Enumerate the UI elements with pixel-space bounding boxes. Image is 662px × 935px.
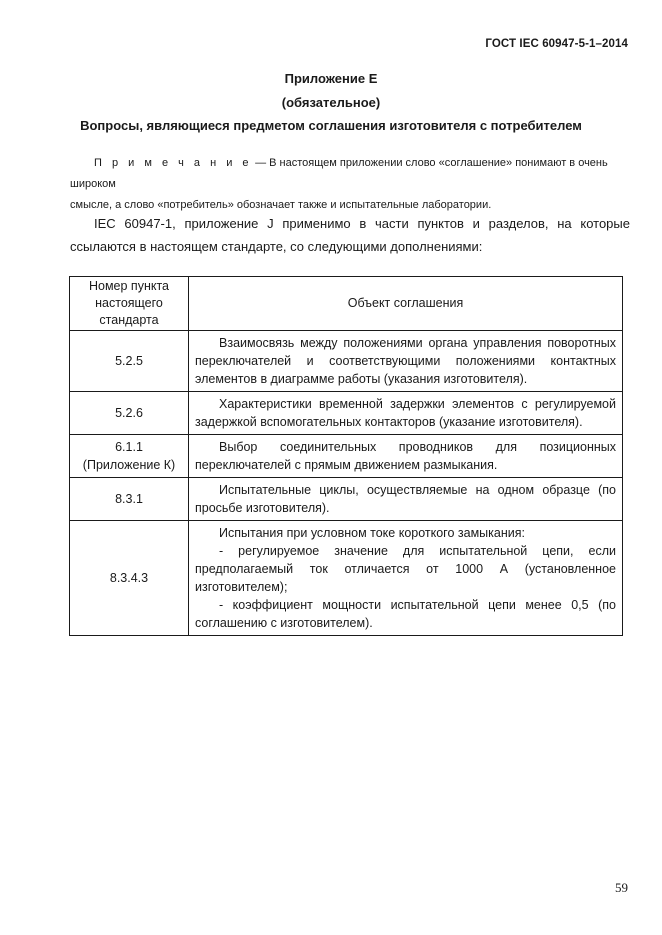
header-subject: Объект соглашения	[189, 277, 623, 331]
item-number-cell	[70, 392, 189, 435]
item-number: 6.1.1	[115, 440, 143, 454]
item-number-cell	[70, 435, 189, 478]
item-number: 5.2.5	[115, 354, 143, 368]
table-row	[70, 521, 623, 636]
item-number: 5.2.6	[115, 406, 143, 420]
header-item-number: Номер пункта настоящего стандарта	[70, 277, 189, 331]
subject-cell	[189, 521, 623, 636]
standard-header: ГОСТ IEC 60947-5-1–2014	[485, 38, 628, 50]
intro-text: IEC 60947-1, приложение J применимо в части пунктов и разделов, на которые ссылаются в настоящем стандарте, со следующими дополнениями:	[70, 216, 630, 254]
note	[70, 153, 630, 216]
subject-text: Испытательные циклы, осуществляемые на одном образце (по просьбе изготовителя).	[195, 483, 616, 515]
page-number: 59	[615, 880, 628, 895]
subject-text: Выбор соединительных проводников для позиционных переключателей с прямым движением размыкания.	[195, 440, 616, 472]
note-line1: — В настоящем приложении слово «соглашение» понимают в очень широком	[70, 157, 608, 190]
subject-text: Характеристики временной задержки элементов с регулируемой задержкой вспомогательных контакторов (указание изготовителя).	[195, 397, 616, 429]
table-row	[70, 392, 623, 435]
item-number: 8.3.4.3	[109, 571, 149, 585]
appendix-title: Приложение Е	[284, 71, 378, 86]
subject-cell	[189, 392, 623, 435]
item-number: 8.3.1	[115, 492, 143, 506]
item-number-cell	[70, 331, 189, 392]
subject-text: Взаимосвязь между положениями органа управления поворотных переключателей и соответствующими положениями контактных элементов в диаграмме работы (указания изготовителя).	[195, 336, 616, 386]
subject-cell	[189, 478, 623, 521]
item-number-cell	[70, 521, 189, 636]
subject-text: Испытания при условном токе короткого замыкания:	[219, 526, 525, 540]
item-number-cell	[70, 478, 189, 521]
table-row	[70, 478, 623, 521]
item-number-note: (Приложение К)	[82, 458, 176, 472]
appendix-status: (обязательное)	[281, 95, 381, 110]
subject-text: - регулируемое значение для испытательной цепи, если предполагаемый ток отличается от 1000 А (установленное изготовителем);	[195, 544, 616, 594]
subject-cell	[189, 435, 623, 478]
note-line2: смысле, а слово «потребитель» обозначает также и испытательные лаборатории.	[70, 199, 492, 211]
intro-paragraph	[70, 212, 630, 258]
table-row	[70, 331, 623, 392]
table-header-row	[70, 277, 623, 331]
appendix-heading: Вопросы, являющиеся предметом соглашения изготовителя с потребителем	[80, 118, 582, 133]
agreement-table	[69, 276, 623, 636]
subject-text: - коэффициент мощности испытательной цепи менее 0,5 (по соглашению с изготовителем).	[195, 598, 616, 630]
subject-cell	[189, 331, 623, 392]
note-label: П р и м е ч а н и е	[94, 157, 253, 169]
table-row	[70, 435, 623, 478]
